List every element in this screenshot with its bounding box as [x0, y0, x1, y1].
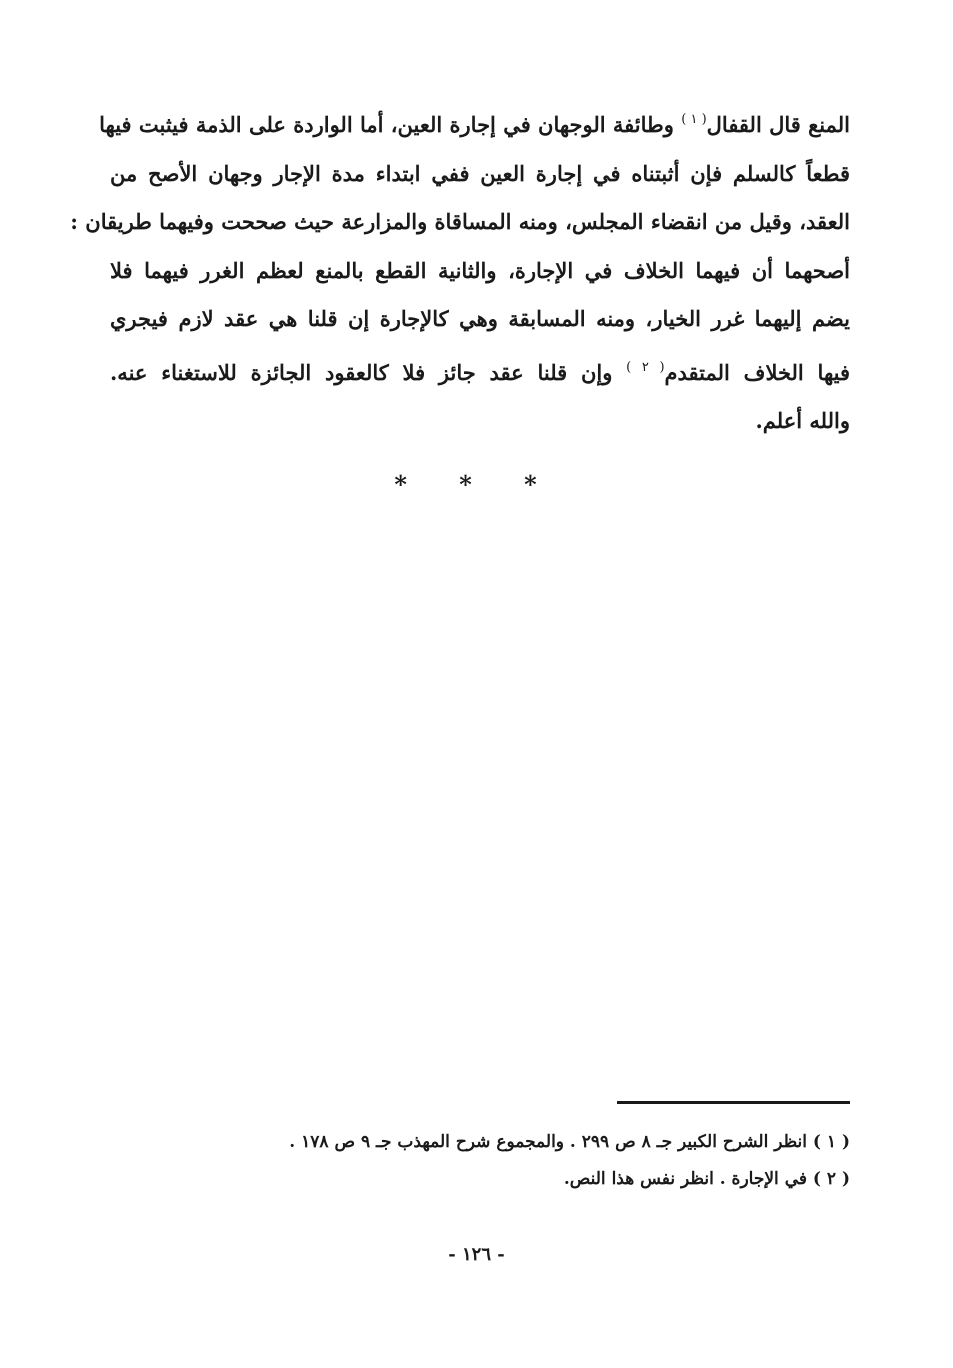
section-separator: * * *	[394, 470, 559, 499]
text-line	[99, 96, 850, 150]
text-line: قطعاً كالسلم فإن أثبتناه في إجارة العين ففي ابتداء مدة الإجار وجهان الأصح من	[110, 160, 850, 186]
text-line	[110, 344, 850, 398]
text-segment: فيها الخلاف المتقدم	[664, 359, 851, 385]
text-line: العقد، وقيل من انقضاء المجلس، ومنه المساقاة والمزارعة حيث صححت وفيهما طريقان :	[70, 209, 850, 234]
footnote-ref-2: ( ٢ )	[626, 359, 665, 375]
footnote-1: ( ١ ) انظر الشرح الكبير جـ ٨ ص ٢٩٩ . والمجموع شرح المهذب جـ ٩ ص ١٧٨ .	[289, 1132, 850, 1152]
text-segment: المنع قال القفال	[706, 112, 850, 137]
text-line: والله أعلم.	[755, 408, 850, 433]
text-line: يضم إليهما غرر الخيار، ومنه المسابقة وهي كالإجارة إن قلنا هي عقد لازم فيجري	[110, 306, 850, 331]
text-segment: وإن قلنا عقد جائز فلا كالعقود الجائزة للاستغناء عنه.	[110, 359, 613, 385]
footnotes	[110, 1124, 850, 1198]
main-text	[70, 96, 851, 446]
text-line: أصحهما أن فيهما الخلاف في الإجارة، والثانية القطع بالمنع لعظم الغرر فيهما فلا	[110, 257, 850, 283]
footnote-2: ( ٢ ) في الإجارة . انظر نفس هذا النص.	[563, 1169, 850, 1189]
page-number: - ١٢٦ -	[448, 1244, 505, 1265]
footnote-divider	[617, 1101, 850, 1104]
footnote-ref-1: ( ١ )	[681, 112, 707, 127]
text-segment: وطائفة الوجهان في إجارة العين، أما الواردة على الذمة فيثبت فيها	[99, 112, 674, 137]
